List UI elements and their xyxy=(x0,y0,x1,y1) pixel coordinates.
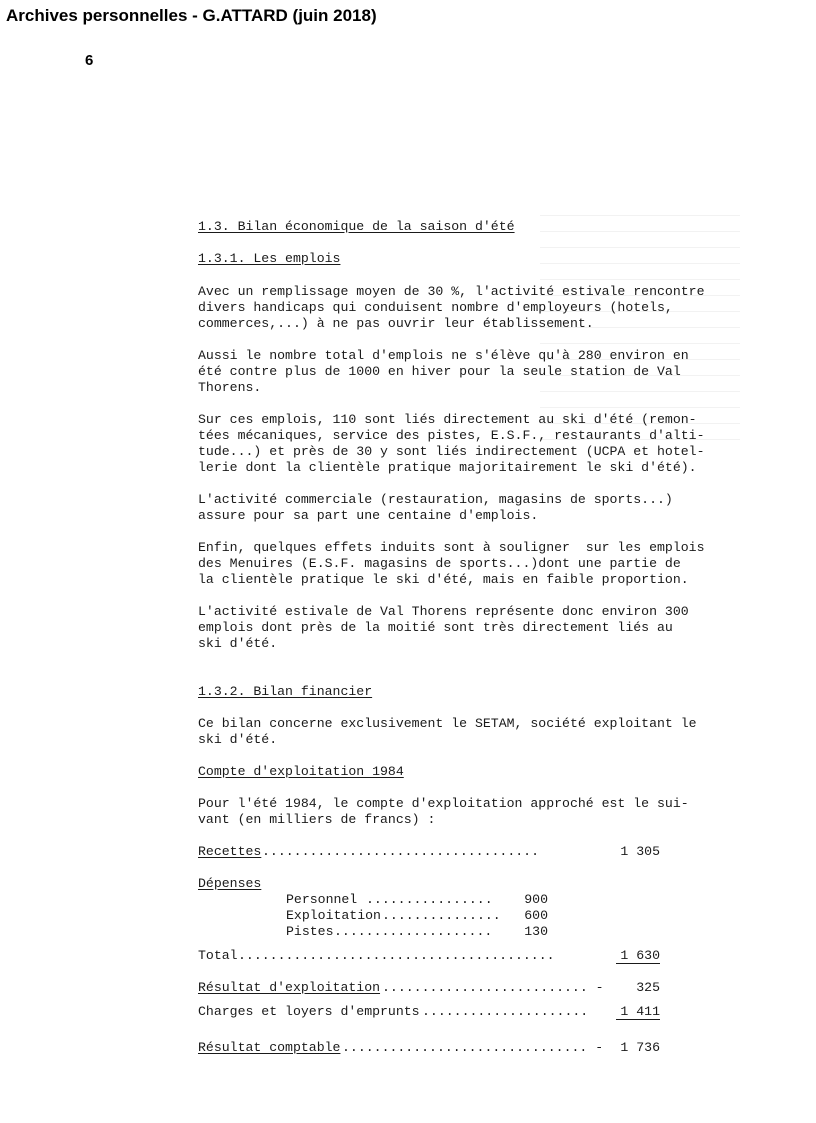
expense-item-label: Personnel xyxy=(286,892,358,907)
total-label: Total xyxy=(198,948,238,963)
archive-header: Archives personnelles - G.ATTARD (juin 2018) xyxy=(6,6,377,25)
resultat-exploitation-label: Résultat d'exploitation xyxy=(198,980,381,995)
section-title: 1.3. Bilan économique de la saison d'été xyxy=(198,219,515,234)
leader-dots: ..................... xyxy=(422,1004,589,1019)
paragraph: L'activité commerciale (restauration, magasins de sports...) assure pour sa part une centaine d'emplois. xyxy=(198,492,673,523)
leader-dots: ................................... xyxy=(262,844,539,859)
leader-dots: ........................................ xyxy=(238,948,555,963)
paragraph: Sur ces emplois, 110 sont liés directement au ski d'été (remon- tées mécaniques, service des pistes, E.S.F., restaurants d'alti- tude...) et près de 30 y sont liés indirectement (UCPA et hotel- lerie dont la clientèle pratique majoritairement le ski d'été). xyxy=(198,412,705,475)
expense-item-label: Exploitation xyxy=(286,908,381,923)
account-title: Compte d'exploitation 1984 xyxy=(198,764,404,779)
resultat-comptable-value: 1 736 xyxy=(620,1040,660,1055)
leader-dots: ............................... - xyxy=(342,1040,604,1055)
total-value: 1 630 xyxy=(616,949,660,964)
expense-item-label: Pistes xyxy=(286,924,334,939)
paragraph: Avec un remplissage moyen de 30 %, l'activité estivale rencontre divers handicaps qui conduisent nombre d'employeurs (hotels, commerces,...) à ne pas ouvrir leur établissement. xyxy=(198,284,705,331)
subsection-title-emplois: 1.3.1. Les emplois xyxy=(198,251,341,266)
paragraph: Enfin, quelques effets induits sont à souligner sur les emplois des Menuires (E.S.F. magasins de sports...)dont une partie de la clientèle pratique le ski d'été, mais en faible proportion. xyxy=(198,540,705,587)
resultat-comptable-label: Résultat comptable xyxy=(198,1040,341,1055)
page-number: 6 xyxy=(85,52,94,69)
resultat-exploitation-value: 325 xyxy=(636,980,660,995)
leader-dots: .................... xyxy=(334,924,493,939)
depenses-label: Dépenses xyxy=(198,876,262,891)
recettes-value: 1 305 xyxy=(620,844,660,859)
expense-item-value: 130 xyxy=(524,924,548,939)
charges-label: Charges et loyers d'emprunts xyxy=(198,1004,420,1019)
paragraph: Pour l'été 1984, le compte d'exploitation approché est le sui- vant (en milliers de francs) : xyxy=(198,796,689,827)
paragraph: L'activité estivale de Val Thorens représente donc environ 300 emplois dont près de la moitié sont très directement liés au ski d'été. xyxy=(198,604,689,651)
expense-item-value: 900 xyxy=(524,892,548,907)
leader-dots: ............... xyxy=(382,908,501,923)
charges-value: 1 411 xyxy=(616,1005,660,1020)
paragraph: Aussi le nombre total d'emplois ne s'élève qu'à 280 environ en été contre plus de 1000 en hiver pour la seule station de Val Thorens. xyxy=(198,348,689,395)
recettes-label: Recettes xyxy=(198,844,262,859)
leader-dots: .......................... - xyxy=(382,980,604,995)
expense-item-value: 600 xyxy=(524,908,548,923)
subsection-title-bilan: 1.3.2. Bilan financier xyxy=(198,684,373,699)
leader-dots: ................ xyxy=(366,892,493,907)
paragraph: Ce bilan concerne exclusivement le SETAM, société exploitant le ski d'été. xyxy=(198,716,697,747)
